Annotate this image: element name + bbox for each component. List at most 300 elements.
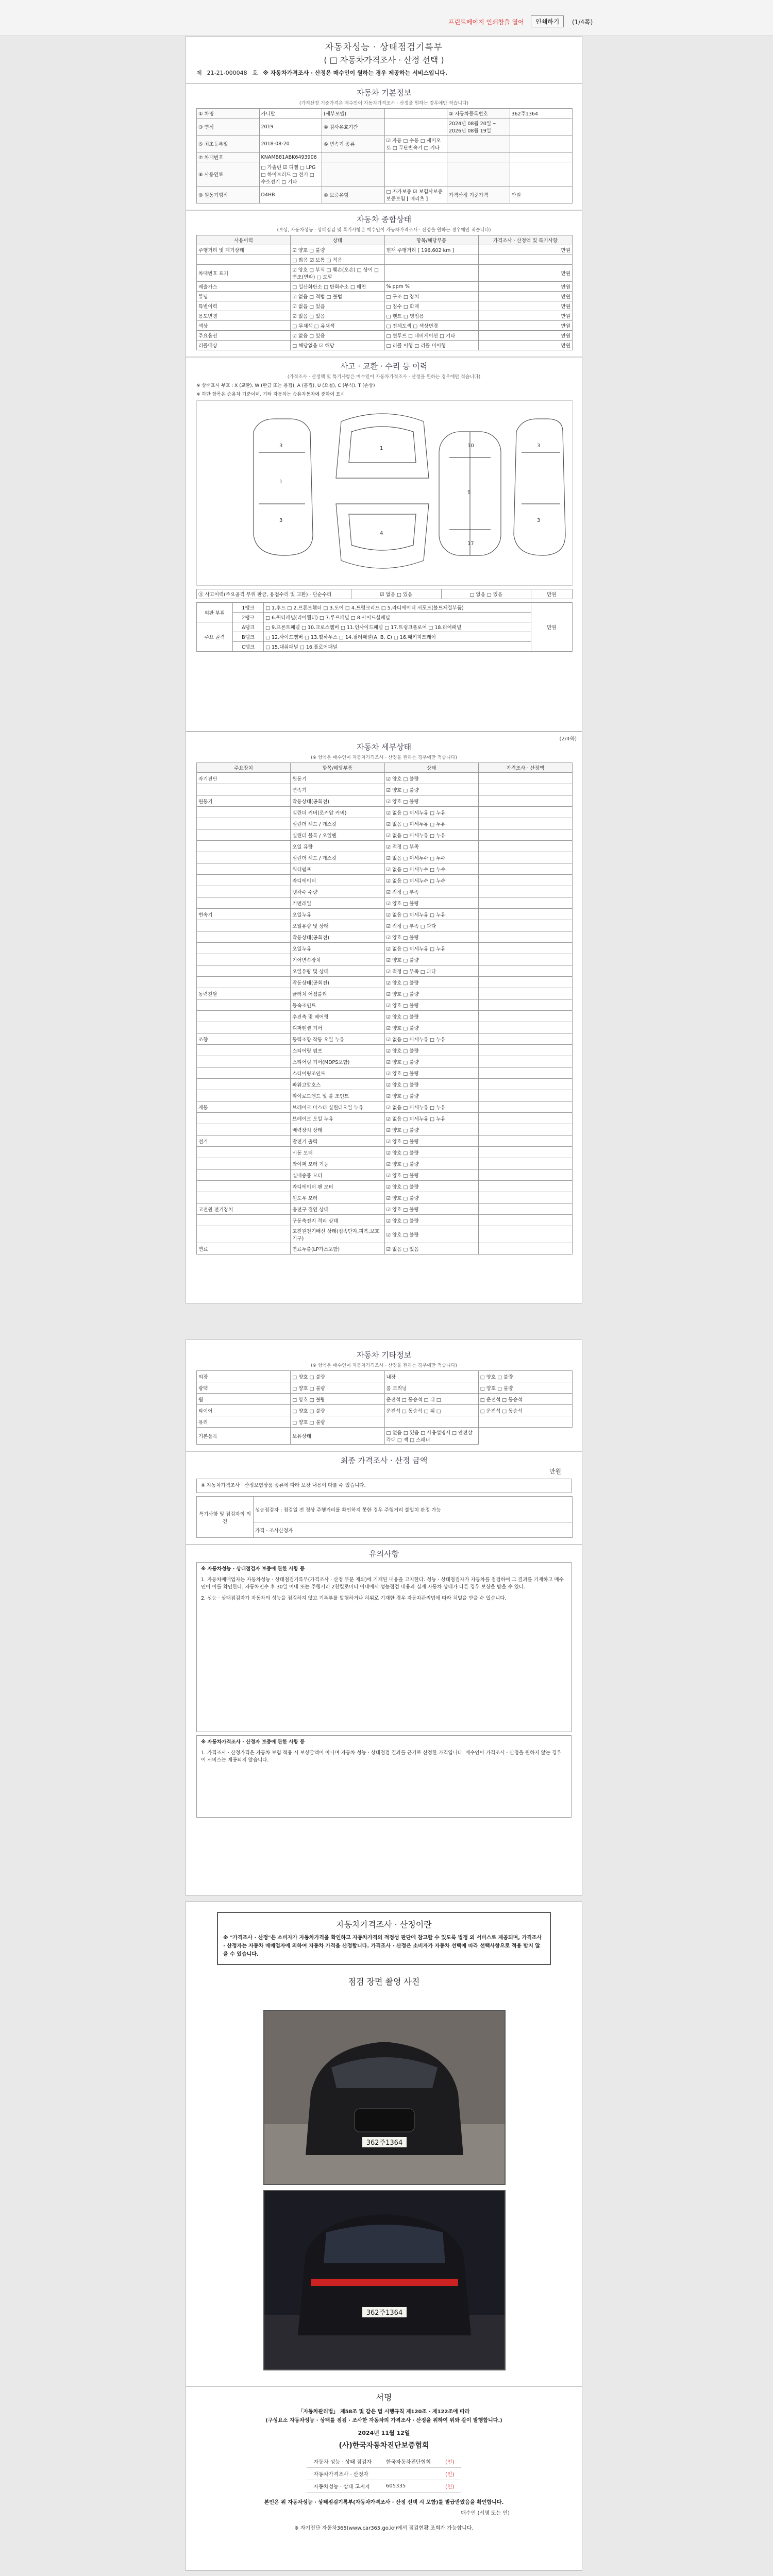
other-info-cell[interactable]: □ 운전석 □ 동승석 bbox=[478, 1405, 572, 1416]
detail-cell: 배력장치 상태 bbox=[291, 1124, 384, 1136]
outer-rank1-label: 1랭크 bbox=[233, 603, 264, 613]
detail-row bbox=[197, 1090, 573, 1101]
detail-cell[interactable]: ☑ 양호 □ 불량 bbox=[384, 1204, 478, 1215]
detail-cell bbox=[197, 1079, 291, 1090]
detail-cell: 추진축 및 베어링 bbox=[291, 1011, 384, 1022]
detail-title: 자동차 세부상태 bbox=[356, 742, 412, 752]
overall-cell bbox=[197, 255, 291, 265]
detail-price-cell bbox=[478, 1090, 572, 1101]
basic-info-row bbox=[197, 109, 573, 118]
main-b-items[interactable]: □ 12.사이드멤버 □ 13.휠하우스 □ 14.필러패널(A, B, C) □ 16.패키지트레이 bbox=[264, 632, 531, 642]
detail-cell: 오일유량 및 상태 bbox=[291, 920, 384, 931]
accident-answer-major[interactable]: ☑ 없음 □ 있음 bbox=[351, 589, 442, 599]
basic-info-cell bbox=[447, 152, 510, 162]
detail-cell bbox=[197, 977, 291, 988]
front-plate-text: 362주1364 bbox=[366, 2139, 403, 2147]
special-text: 성능점검자 : 점검일 전 정상 주행거리를 확인하지 못한 경우 주행거리 불일치 판정 가능 bbox=[254, 1497, 573, 1522]
car365-notice: ※ 자기진단 자동차365(www.car365.go.kr)에서 점검현황 조회가 가능합니다. bbox=[294, 2526, 474, 2531]
detail-price-cell bbox=[478, 1147, 572, 1158]
signer-cell: 자동차성능 · 상태 고지자 bbox=[307, 2480, 379, 2493]
other-info-row bbox=[197, 1371, 573, 1382]
main-a-items[interactable]: □ 9.프론트패널 □ 10.크로스멤버 □ 11.인사이드패널 □ 17.트렁크플로어 □ 18.리어패널 bbox=[264, 622, 531, 632]
basic-info-cell[interactable]: ☑ 자동 □ 수동 □ 세미오토 □ 무단변속기 □ 기타 bbox=[384, 135, 447, 152]
detail-cell bbox=[197, 965, 291, 977]
detail-cell: 오일누유 bbox=[291, 943, 384, 954]
overall-cell[interactable]: □ 많음 ☑ 보통 □ 적음 bbox=[291, 255, 384, 265]
detail-cell[interactable]: ☑ 양호 □ 불량 bbox=[384, 977, 478, 988]
other-info-cell: 휠 bbox=[197, 1394, 291, 1405]
detail-cell[interactable]: ☑ 양호 □ 불량 bbox=[384, 954, 478, 965]
detail-cell[interactable]: ☑ 양호 □ 불량 bbox=[384, 1158, 478, 1170]
signer-cell: 자동차가격조사 · 산정자 bbox=[307, 2468, 379, 2480]
outer-rank1-items[interactable]: □ 1.후드 □ 2.프론트휀더 □ 3.도어 □ 4.트렁크리드 □ 5.라디에이터 서포트(볼트체결부품) bbox=[264, 603, 531, 613]
other-info-cell[interactable]: □ 양호 □ 불량 bbox=[291, 1416, 384, 1428]
detail-cell bbox=[197, 1215, 291, 1226]
notice-title: 유의사항 bbox=[186, 1544, 582, 1559]
other-info-cell[interactable]: □ 양호 □ 불량 bbox=[478, 1382, 572, 1394]
detail-row bbox=[197, 1045, 573, 1056]
basic-info-cell: (세부모델) bbox=[322, 109, 385, 118]
overall-cell: □ 전체도색 □ 색상변경 bbox=[384, 321, 478, 331]
main-c-items[interactable]: □ 15.대쉬패널 □ 16.플로어패널 bbox=[264, 642, 531, 652]
basic-info-cell: ① 차명 bbox=[197, 109, 260, 118]
detail-row bbox=[197, 1204, 573, 1215]
part-rank-table bbox=[196, 602, 573, 652]
detail-price-cell bbox=[478, 829, 572, 841]
basic-info-cell bbox=[510, 118, 573, 135]
detail-cell[interactable]: ☑ 없음 □ 미세누수 □ 누수 bbox=[384, 852, 478, 863]
detail-cell[interactable]: ☑ 양호 □ 불량 bbox=[384, 773, 478, 784]
rear-photo bbox=[263, 2190, 506, 2370]
price-explain-box bbox=[217, 1912, 551, 1965]
detail-price-cell bbox=[478, 1022, 572, 1033]
basic-info-cell: 362주1364 bbox=[510, 109, 573, 118]
basic-info-cell bbox=[447, 135, 510, 152]
detail-price-cell bbox=[478, 818, 572, 829]
detail-cell: 타이로드엔드 및 볼 조인트 bbox=[291, 1090, 384, 1101]
detail-row bbox=[197, 909, 573, 920]
detail-cell: 커먼레일 bbox=[291, 897, 384, 909]
other-info-cell[interactable]: □ 없음 □ 있음 □ 사용설명서 □ 안전삼각대 □ 잭 □ 스패너 bbox=[384, 1428, 478, 1445]
overall-cell[interactable]: □ 무채색 □ 유채색 bbox=[291, 321, 384, 331]
part-marker: 4 bbox=[380, 531, 383, 536]
document-title-sub: ( □ 자동차가격조사 · 산정 선택 ) bbox=[324, 55, 444, 65]
other-info-title: 자동차 기타정보 bbox=[356, 1350, 412, 1360]
other-info-cell bbox=[478, 1416, 572, 1428]
detail-price-cell bbox=[478, 1158, 572, 1170]
other-info-row bbox=[197, 1394, 573, 1405]
rear-plate-text: 362주1364 bbox=[366, 2309, 403, 2317]
overall-cell[interactable]: ☑ 없음 □ 있음 bbox=[291, 331, 384, 341]
detail-price-cell bbox=[478, 1011, 572, 1022]
detail-cell[interactable]: ☑ 없음 □ 미세누유 □ 누유 bbox=[384, 1033, 478, 1045]
detail-cell[interactable]: ☑ 양호 □ 불량 bbox=[384, 999, 478, 1011]
detail-price-cell bbox=[478, 852, 572, 863]
detail-price-cell bbox=[478, 795, 572, 807]
detail-cell: 고전원 전기장치 bbox=[197, 1204, 291, 1215]
other-info-cell[interactable]: 운전석 □ 동승석 □ 뒤 □ bbox=[384, 1405, 478, 1416]
detail-price-cell bbox=[478, 841, 572, 852]
signer-row bbox=[307, 2468, 462, 2480]
basic-info-cell bbox=[384, 152, 447, 162]
basic-info-cell bbox=[384, 162, 447, 187]
special-notes-table bbox=[196, 1496, 573, 1538]
detail-row bbox=[197, 954, 573, 965]
detail-cell bbox=[197, 1045, 291, 1056]
detail-row bbox=[197, 931, 573, 943]
doc-no-suffix: 호 bbox=[252, 70, 258, 76]
detail-row bbox=[197, 841, 573, 852]
rear-car-image bbox=[264, 2191, 505, 2369]
detail-cell: 연료 bbox=[197, 1243, 291, 1255]
detail-row bbox=[197, 1215, 573, 1226]
detail-cell[interactable]: ☑ 양호 □ 불량 bbox=[384, 1045, 478, 1056]
detail-cell: 시동 모터 bbox=[291, 1147, 384, 1158]
overall-cell[interactable]: ☑ 양호 □ 불량 bbox=[291, 245, 384, 255]
notice-body-3: 1. 가격조사 · 산정가격은 자동차 보험 적용 시 보상금액이 아니며 자동차 성능 · 상태점검 결과를 근거로 산정한 가격입니다. 매수인이 가격조사 · 산정을 원하지 않는 경우 이 서비스는 제공되지 않습니다. bbox=[201, 1750, 562, 1763]
basic-info-cell: ⑥ 변속기 종류 bbox=[322, 135, 385, 152]
document-title-main: 자동차성능 · 상태점검기록부 bbox=[325, 42, 443, 53]
basic-info-cell: ⑦ 차대번호 bbox=[197, 152, 260, 162]
accident-answer-simple[interactable]: □ 없음 □ 있음 bbox=[441, 589, 531, 599]
detail-cell bbox=[197, 863, 291, 875]
detail-cell bbox=[197, 1181, 291, 1192]
special-label2: 가격 · 조사산정자 bbox=[254, 1522, 573, 1538]
detail-cell[interactable]: ☑ 양호 □ 불량 bbox=[384, 1192, 478, 1204]
price-explain-title: 자동차가격조사 · 산정이란 bbox=[336, 1920, 432, 1929]
signature-text-2: (구성요소 자동차성능 · 상태를 점검 · 조사한 자동차의 가격조사 · 산정을 위하여 위와 같이 발행합니다.) bbox=[265, 2418, 502, 2424]
basic-info-cell[interactable]: □ 자가보증 ☑ 보험사보증 보증보험 [ 메리츠 ] bbox=[384, 187, 447, 204]
overall-cell[interactable]: □ 일산화탄소 □ 탄화수소 □ 매연 bbox=[291, 282, 384, 292]
outer-rank2-label: 2랭크 bbox=[233, 613, 264, 622]
basic-info-cell: ② 자동차등록번호 bbox=[447, 109, 510, 118]
detail-header-cell: 주요장치 bbox=[197, 763, 291, 773]
detail-price-cell bbox=[478, 897, 572, 909]
accident-legend-1: ※ 상태표시 부호 : X (교환), W (판금 또는 용접), A (흠집), U (요철), C (부식), T (손상) bbox=[196, 383, 375, 388]
detail-cell: 변속기 bbox=[291, 784, 384, 795]
section-basic-title: 자동차 기본정보 bbox=[186, 83, 582, 98]
overall-row bbox=[197, 255, 573, 265]
detail-cell[interactable]: ☑ 없음 □ 미세누유 □ 누유 bbox=[384, 909, 478, 920]
detail-cell[interactable]: ☑ 적정 □ 부족 bbox=[384, 886, 478, 897]
detail-cell[interactable]: ☑ 양호 □ 불량 bbox=[384, 1090, 478, 1101]
signer-cell[interactable]: (인) bbox=[438, 2480, 461, 2493]
detail-cell[interactable]: ☑ 없음 □ 있음 bbox=[384, 1243, 478, 1255]
basic-info-cell: ⑧ 사용연료 bbox=[197, 162, 260, 187]
detail-cell[interactable]: ☑ 양호 □ 불량 bbox=[384, 931, 478, 943]
overall-cell: 리콜대상 bbox=[197, 341, 291, 350]
detail-price-cell bbox=[478, 807, 572, 818]
detail-cell bbox=[197, 897, 291, 909]
basic-info-cell bbox=[322, 152, 385, 162]
detail-cell bbox=[197, 931, 291, 943]
overall-row bbox=[197, 311, 573, 321]
other-info-cell: 내장 bbox=[384, 1371, 478, 1382]
service-notice: ※ 자동차가격조사 · 산정은 매수인이 원하는 경우 제공하는 서비스입니다. bbox=[263, 70, 448, 76]
detail-price-cell bbox=[478, 954, 572, 965]
overall-cell: □ 리콜 이행 □ 리콜 미이행 bbox=[384, 341, 478, 350]
main-c-label: C랭크 bbox=[233, 642, 264, 652]
overall-cell: □ 침수 □ 화재 bbox=[384, 301, 478, 311]
signer-cell bbox=[379, 2468, 438, 2480]
detail-row bbox=[197, 818, 573, 829]
detail-cell[interactable]: ☑ 양호 □ 불량 bbox=[384, 795, 478, 807]
detail-row bbox=[197, 943, 573, 954]
overall-cell: 현재 주행거리 [ 196,602 km ] bbox=[384, 245, 478, 255]
detail-row bbox=[197, 1113, 573, 1124]
detail-cell[interactable]: ☑ 없음 □ 미세누유 □ 누유 bbox=[384, 1113, 478, 1124]
detail-price-cell bbox=[478, 943, 572, 954]
outer-rank2-items[interactable]: □ 6.쿼터패널(리어휀더) □ 7.루프패널 □ 8.사이드실패널 bbox=[264, 613, 531, 622]
other-info-note: (※ 항목은 매수인이 자동차가격조사 · 산정을 원하는 경우에만 적습니다) bbox=[311, 1363, 457, 1368]
section-overall-title: 자동차 종합상태 bbox=[186, 210, 582, 225]
detail-cell[interactable]: ☑ 양호 □ 불량 bbox=[384, 1147, 478, 1158]
notice-head-1: ※ 자동차성능 · 상태점검자 보증에 관한 사항 등 bbox=[201, 1566, 305, 1572]
overall-row bbox=[197, 245, 573, 255]
other-info-cell: 룸 크리닝 bbox=[384, 1382, 478, 1394]
doc-no: 21-21-000048 bbox=[207, 69, 247, 76]
buyer-sign[interactable]: 매수인 (서명 또는 인) bbox=[461, 2511, 510, 2516]
detail-price-cell bbox=[478, 988, 572, 999]
overall-cell bbox=[384, 265, 478, 282]
basic-info-table bbox=[196, 108, 573, 204]
signer-cell: 한국자동차진단협회 bbox=[379, 2455, 438, 2468]
detail-row bbox=[197, 1079, 573, 1090]
other-info-cell[interactable]: 운전석 □ 동승석 □ 뒤 □ bbox=[384, 1394, 478, 1405]
detail-cell[interactable]: ☑ 없음 □ 미세누유 □ 누유 bbox=[384, 1101, 478, 1113]
basic-info-cell: 카니발 bbox=[259, 109, 322, 118]
detail-price-cell bbox=[478, 784, 572, 795]
detail-cell[interactable]: ☑ 적정 □ 부족 □ 과다 bbox=[384, 965, 478, 977]
overall-cell: 주행거리 및 계기상태 bbox=[197, 245, 291, 255]
detail-cell[interactable]: ☑ 없음 □ 미세누유 □ 누유 bbox=[384, 818, 478, 829]
detail-row bbox=[197, 1033, 573, 1045]
detail-cell[interactable]: ☑ 양호 □ 불량 bbox=[384, 1170, 478, 1181]
detail-price-cell bbox=[478, 1226, 572, 1243]
part-marker: 1 bbox=[279, 479, 283, 485]
detail-price-cell bbox=[478, 1101, 572, 1113]
detail-row bbox=[197, 897, 573, 909]
section-accident-note: (가격조사 · 산정액 및 특기사항은 매수인이 자동차가격조사 · 산정을 원하는 경우에만 적습니다) bbox=[287, 375, 481, 380]
main-b-label: B랭크 bbox=[233, 632, 264, 642]
detail-price-cell bbox=[478, 886, 572, 897]
detail-price-cell bbox=[478, 999, 572, 1011]
detail-cell bbox=[197, 784, 291, 795]
photo-title: 점검 장면 촬영 사진 bbox=[348, 1977, 420, 1987]
detail-cell: 브레이크 마스터 실린더오일 누유 bbox=[291, 1101, 384, 1113]
detail-cell[interactable]: ☑ 없음 □ 미세누유 □ 누유 bbox=[384, 807, 478, 818]
detail-row bbox=[197, 1226, 573, 1243]
overall-status-table bbox=[196, 235, 573, 350]
detail-cell: 작동상태(공회전) bbox=[291, 931, 384, 943]
signer-cell: 자동차 성능 · 상태 점검자 bbox=[307, 2455, 379, 2468]
detail-row bbox=[197, 784, 573, 795]
basic-info-cell bbox=[384, 118, 447, 135]
overall-header-cell: 항목/해당부품 bbox=[384, 235, 478, 245]
overall-header-cell: 상태 bbox=[291, 235, 384, 245]
notice-body-2: 2. 성능 · 상태점검자가 자동차의 성능을 점검하지 않고 기록부를 발행하거나 허위로 기재한 경우 자동차관리법에 따라 처벌을 받을 수 있습니다. bbox=[201, 1596, 507, 1601]
doc-no-label: 제 bbox=[196, 70, 202, 76]
accident-legend-2: ※ 하단 항목은 승용차 기준이며, 기타 자동차는 승용자동차에 준하여 표시 bbox=[196, 392, 345, 397]
overall-cell[interactable]: ☑ 양호 □ 부식 □ 훼손(오손) □ 상이 □ 변조(변타) □ 도말 bbox=[291, 265, 384, 282]
detail-cell: 동력조향 작동 오일 누유 bbox=[291, 1033, 384, 1045]
detail-cell: 클러치 어셈블리 bbox=[291, 988, 384, 999]
other-info-cell[interactable]: □ 양호 □ 불량 bbox=[291, 1382, 384, 1394]
detail-cell[interactable]: ☑ 양호 □ 불량 bbox=[384, 1079, 478, 1090]
detail-cell: 오일 유량 bbox=[291, 841, 384, 852]
overall-row bbox=[197, 301, 573, 311]
basic-info-cell: ⑩ 보증유형 bbox=[322, 187, 385, 204]
detail-cell[interactable]: ☑ 양호 □ 불량 bbox=[384, 1181, 478, 1192]
detail-cell[interactable]: ☑ 양호 □ 불량 bbox=[384, 1136, 478, 1147]
signer-cell[interactable]: (인) bbox=[438, 2468, 461, 2480]
overall-row bbox=[197, 341, 573, 350]
signer-cell[interactable]: (인) bbox=[438, 2455, 461, 2468]
other-info-cell[interactable]: □ 양호 □ 불량 bbox=[291, 1405, 384, 1416]
detail-cell[interactable]: ☑ 양호 □ 불량 bbox=[384, 1226, 478, 1243]
page-3 bbox=[186, 1340, 582, 1896]
page-2 bbox=[186, 732, 582, 1303]
overall-cell[interactable]: ☑ 없음 □ 적법 □ 불법 bbox=[291, 292, 384, 301]
notice-body-1: 1. 자동차매매업자는 자동차성능 · 상태점검기록부(가격조사 · 산정 부분 제외)에 기재된 내용을 고지한다. 성능 · 상태점검자가 자동차를 점검하여 그 결과를 기재하고 매수인이 이를 확인한다. 자동차인수 후 30일 이내 또는 주행거리 2천킬로미터 이내에서 성능점검 내용과 실제 자동차 상태가 다른 경우 보상을 받을 수 있다. bbox=[201, 1577, 564, 1590]
detail-cell: 오일유량 및 상태 bbox=[291, 965, 384, 977]
detail-cell: 작동상태(공회전) bbox=[291, 795, 384, 807]
basic-info-row bbox=[197, 118, 573, 135]
other-info-cell[interactable]: □ 양호 □ 불량 bbox=[291, 1371, 384, 1382]
basic-info-cell: 2024년 08월 20일 ~ 2026년 08월 19일 bbox=[447, 118, 510, 135]
overall-cell[interactable]: ☑ 없음 □ 있음 bbox=[291, 311, 384, 321]
detail-cell bbox=[197, 807, 291, 818]
basic-info-cell[interactable]: □ 가솔린 ☑ 디젤 □ LPG □ 하이브리드 □ 전기 □ 수소전기 □ 기타 bbox=[259, 162, 322, 187]
detail-cell: 오일누유 bbox=[291, 909, 384, 920]
detail-row bbox=[197, 1011, 573, 1022]
detail-cell[interactable]: ☑ 양호 □ 불량 bbox=[384, 784, 478, 795]
other-info-cell: 타이어 bbox=[197, 1405, 291, 1416]
detail-cell bbox=[197, 1192, 291, 1204]
basic-info-cell: D4HB bbox=[259, 187, 322, 204]
detail-row bbox=[197, 965, 573, 977]
detail-price-cell bbox=[478, 965, 572, 977]
basic-info-cell bbox=[510, 162, 573, 187]
outer-label: 외판 부위 bbox=[197, 603, 233, 622]
basic-info-cell: ③ 연식 bbox=[197, 118, 260, 135]
detail-cell[interactable]: ☑ 없음 □ 미세누수 □ 누수 bbox=[384, 875, 478, 886]
detail-price-cell bbox=[478, 1136, 572, 1147]
overall-cell[interactable]: ☑ 없음 □ 있음 bbox=[291, 301, 384, 311]
detail-cell bbox=[197, 1147, 291, 1158]
detail-cell: 스티어링 펌프 bbox=[291, 1045, 384, 1056]
overall-cell[interactable]: □ 해당없음 ☑ 해당 bbox=[291, 341, 384, 350]
detail-cell[interactable]: ☑ 양호 □ 불량 bbox=[384, 1056, 478, 1067]
detail-row bbox=[197, 1192, 573, 1204]
detail-price-cell bbox=[478, 920, 572, 931]
other-info-cell bbox=[384, 1416, 478, 1428]
other-info-row bbox=[197, 1405, 573, 1416]
overall-cell: 만원 bbox=[478, 301, 572, 311]
basic-info-row bbox=[197, 162, 573, 187]
detail-cell[interactable]: ☑ 없음 □ 미세누수 □ 누수 bbox=[384, 863, 478, 875]
car-damage-diagram bbox=[196, 400, 573, 586]
detail-row bbox=[197, 773, 573, 784]
detail-row bbox=[197, 1147, 573, 1158]
detail-cell: 전기 bbox=[197, 1136, 291, 1147]
overall-cell: % ppm % bbox=[384, 282, 478, 292]
overall-row bbox=[197, 321, 573, 331]
detail-cell bbox=[197, 829, 291, 841]
detail-cell: 디퍼렌셜 기어 bbox=[291, 1022, 384, 1033]
page-1 bbox=[186, 36, 582, 732]
overall-header-cell: 가격조사 · 산정액 및 특기사항 bbox=[478, 235, 572, 245]
detail-row bbox=[197, 886, 573, 897]
other-info-cell[interactable]: □ 양호 □ 불량 bbox=[291, 1394, 384, 1405]
detail-cell[interactable]: ☑ 양호 □ 불량 bbox=[384, 1067, 478, 1079]
detail-cell: 실린더 커버(로커암 커버) bbox=[291, 807, 384, 818]
detail-row bbox=[197, 807, 573, 818]
detail-price-cell bbox=[478, 1181, 572, 1192]
detail-cell: 냉각수 수량 bbox=[291, 886, 384, 897]
basic-info-cell bbox=[510, 135, 573, 152]
detail-cell[interactable]: ☑ 없음 □ 미세누유 □ 누유 bbox=[384, 829, 478, 841]
detail-cell[interactable]: ☑ 양호 □ 불량 bbox=[384, 988, 478, 999]
detail-row bbox=[197, 1056, 573, 1067]
detail-status-table bbox=[196, 762, 573, 1255]
accident-price: 만원 bbox=[531, 589, 573, 599]
notice-box-2 bbox=[196, 1735, 572, 1818]
detail-cell bbox=[197, 920, 291, 931]
detail-cell[interactable]: ☑ 양호 □ 불량 bbox=[384, 1124, 478, 1136]
overall-cell: □ 구조 □ 장치 bbox=[384, 292, 478, 301]
overall-cell: 만원 bbox=[478, 265, 572, 282]
other-info-row bbox=[197, 1416, 573, 1428]
detail-cell[interactable]: ☑ 양호 □ 불량 bbox=[384, 1215, 478, 1226]
part-marker: 3 bbox=[537, 518, 541, 523]
detail-header-cell: 항목/해당부품 bbox=[291, 763, 384, 773]
detail-cell[interactable]: ☑ 양호 □ 불량 bbox=[384, 1011, 478, 1022]
overall-cell: 만원 bbox=[478, 321, 572, 331]
other-info-cell[interactable]: □ 운전석 □ 동승석 bbox=[478, 1394, 572, 1405]
other-info-cell[interactable]: □ 양호 □ 불량 bbox=[478, 1371, 572, 1382]
detail-cell[interactable]: ☑ 적정 □ 부족 □ 과다 bbox=[384, 920, 478, 931]
detail-cell bbox=[197, 886, 291, 897]
detail-cell: 윈도우 모터 bbox=[291, 1192, 384, 1204]
detail-cell[interactable]: ☑ 없음 □ 미세누유 □ 누유 bbox=[384, 943, 478, 954]
signer-table bbox=[307, 2455, 462, 2493]
basic-info-cell: 만원 bbox=[510, 187, 573, 204]
part-marker: 3 bbox=[537, 443, 541, 449]
document-title bbox=[186, 37, 582, 65]
detail-header-cell: 상태 bbox=[384, 763, 478, 773]
detail-cell: 실린더 헤드 / 개스킷 bbox=[291, 852, 384, 863]
detail-cell[interactable]: ☑ 적정 □ 부족 bbox=[384, 841, 478, 852]
detail-cell: 변속기 bbox=[197, 909, 291, 920]
detail-cell[interactable]: ☑ 양호 □ 불량 bbox=[384, 1022, 478, 1033]
detail-cell: 자기진단 bbox=[197, 773, 291, 784]
detail-cell[interactable]: ☑ 양호 □ 불량 bbox=[384, 897, 478, 909]
detail-price-cell bbox=[478, 1243, 572, 1255]
detail-price-cell bbox=[478, 773, 572, 784]
other-info-cell: 외장 bbox=[197, 1371, 291, 1382]
detail-price-cell bbox=[478, 931, 572, 943]
detail-row bbox=[197, 875, 573, 886]
detail-cell: 라디에이터 bbox=[291, 875, 384, 886]
detail-cell bbox=[197, 875, 291, 886]
detail-cell bbox=[197, 1124, 291, 1136]
basic-info-cell: ④ 검사유효기간 bbox=[322, 118, 385, 135]
detail-row bbox=[197, 1067, 573, 1079]
overall-cell: 주요옵션 bbox=[197, 331, 291, 341]
overall-header-row bbox=[197, 235, 573, 245]
print-button[interactable]: 인쇄하기 bbox=[531, 15, 564, 27]
